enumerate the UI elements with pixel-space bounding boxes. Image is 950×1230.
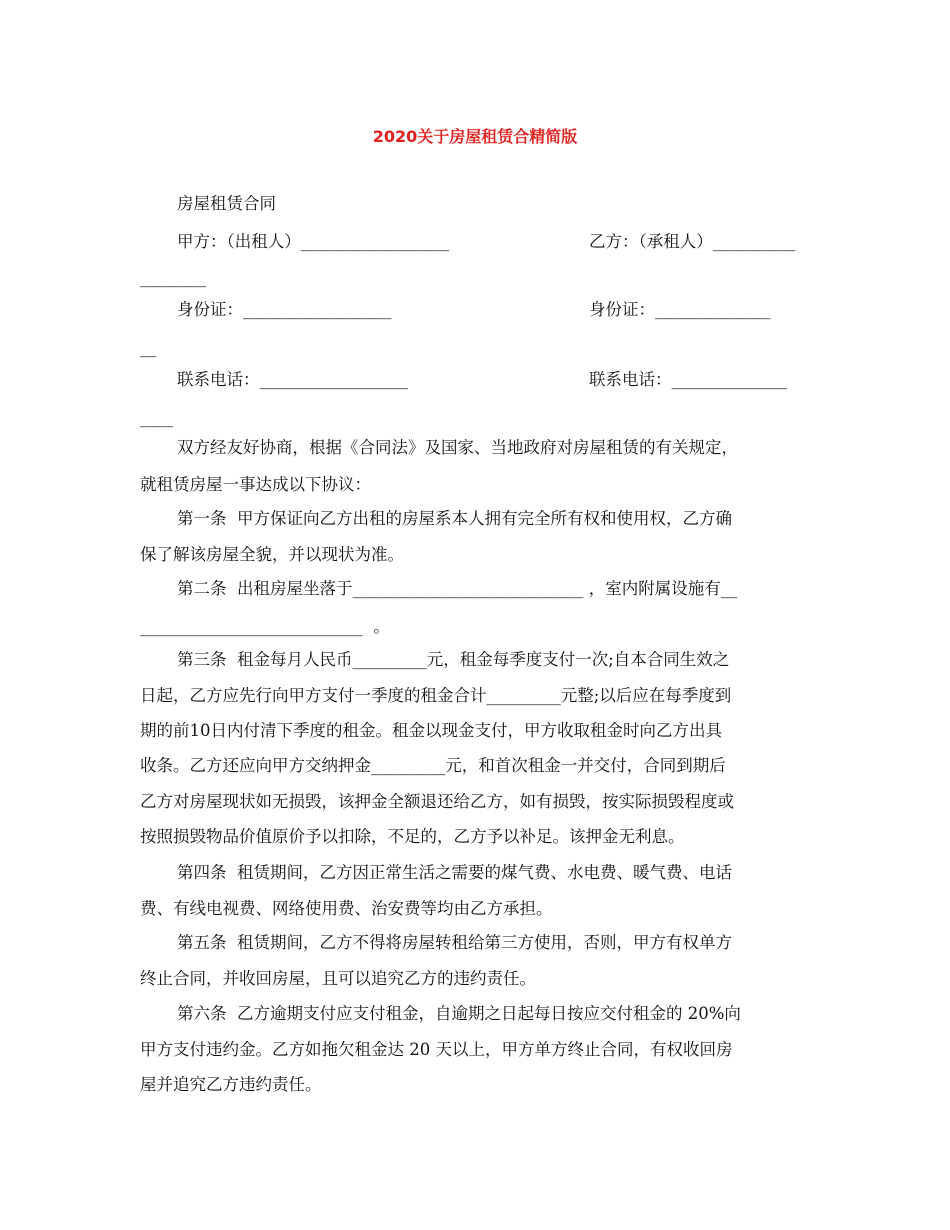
body-line: 第五条 租赁期间，乙方不得将房屋转租给第三方使用，否则，甲方有权单方 (177, 933, 732, 952)
body-line: 就租赁房屋一事达成以下协议： (140, 475, 371, 494)
body-line: 期的前10日内付清下季度的租金。租金以现金支付，甲方收取租金时向乙方出具 (140, 721, 722, 740)
party-a-field: 甲方：（出租人）__________________ (177, 232, 450, 251)
id-b-field-cont: __ (140, 338, 157, 357)
contract-heading: 房屋租赁合同 (177, 194, 276, 213)
id-a-field: 身份证：__________________ (177, 300, 392, 319)
body-line: 双方经友好协商，根据《合同法》及国家、当地政府对房屋租赁的有关规定， (177, 438, 738, 457)
phone-b-field: 联系电话：______________ (589, 370, 787, 389)
body-line: 第二条 出租房屋坐落于____________________________ ，室内附属设施有__ (177, 579, 738, 598)
phone-b-field-cont: ____ (140, 408, 173, 427)
body-line: 屋并追究乙方违约责任。 (140, 1075, 322, 1094)
body-line: ___________________________ 。 (140, 617, 390, 636)
body-line: 第三条 租金每月人民币_________元，租金每季度支付一次;自本合同生效之 (177, 650, 730, 669)
body-line: 甲方支付违约金。乙方如拖欠租金达 20 天以上，甲方单方终止合同，有权收回房 (140, 1040, 733, 1059)
body-line: 终止合同，并收回房屋，且可以追究乙方的违约责任。 (140, 969, 536, 988)
body-line: 第四条 租赁期间，乙方因正常生活之需要的煤气费、水电费、暖气费、电话 (177, 863, 732, 882)
document-title: 2020关于房屋租赁合精简版 (372, 127, 578, 146)
phone-a-field: 联系电话：__________________ (177, 370, 408, 389)
body-line: 日起，乙方应先行向甲方支付一季度的租金合计_________元整;以后应在每季度到 (140, 686, 732, 705)
body-line: 收条。乙方还应向甲方交纳押金_________元，和首次租金一并交付，合同到期后 (140, 756, 726, 775)
party-b-field-cont: ________ (140, 268, 206, 287)
body-line: 第六条 乙方逾期支付应支付租金，自逾期之日起每日按应交付租金的 20%向 (177, 1004, 741, 1023)
body-line: 第一条 甲方保证向乙方出租的房屋系本人拥有完全所有权和使用权，乙方确 (177, 509, 732, 528)
body-line: 按照损毁物品价值原价予以扣除，不足的，乙方予以补足。该押金无利息。 (140, 827, 685, 846)
id-b-field: 身份证：______________ (589, 300, 771, 319)
body-line: 乙方对房屋现状如无损毁，该押金全额退还给乙方，如有损毁，按实际损毁程度或 (140, 792, 734, 811)
body-line: 费、有线电视费、网络使用费、治安费等均由乙方承担。 (140, 899, 553, 918)
body-line: 保了解该房屋全貌，并以现状为准。 (140, 545, 404, 564)
party-b-field: 乙方：（承租人）__________ (589, 232, 796, 251)
